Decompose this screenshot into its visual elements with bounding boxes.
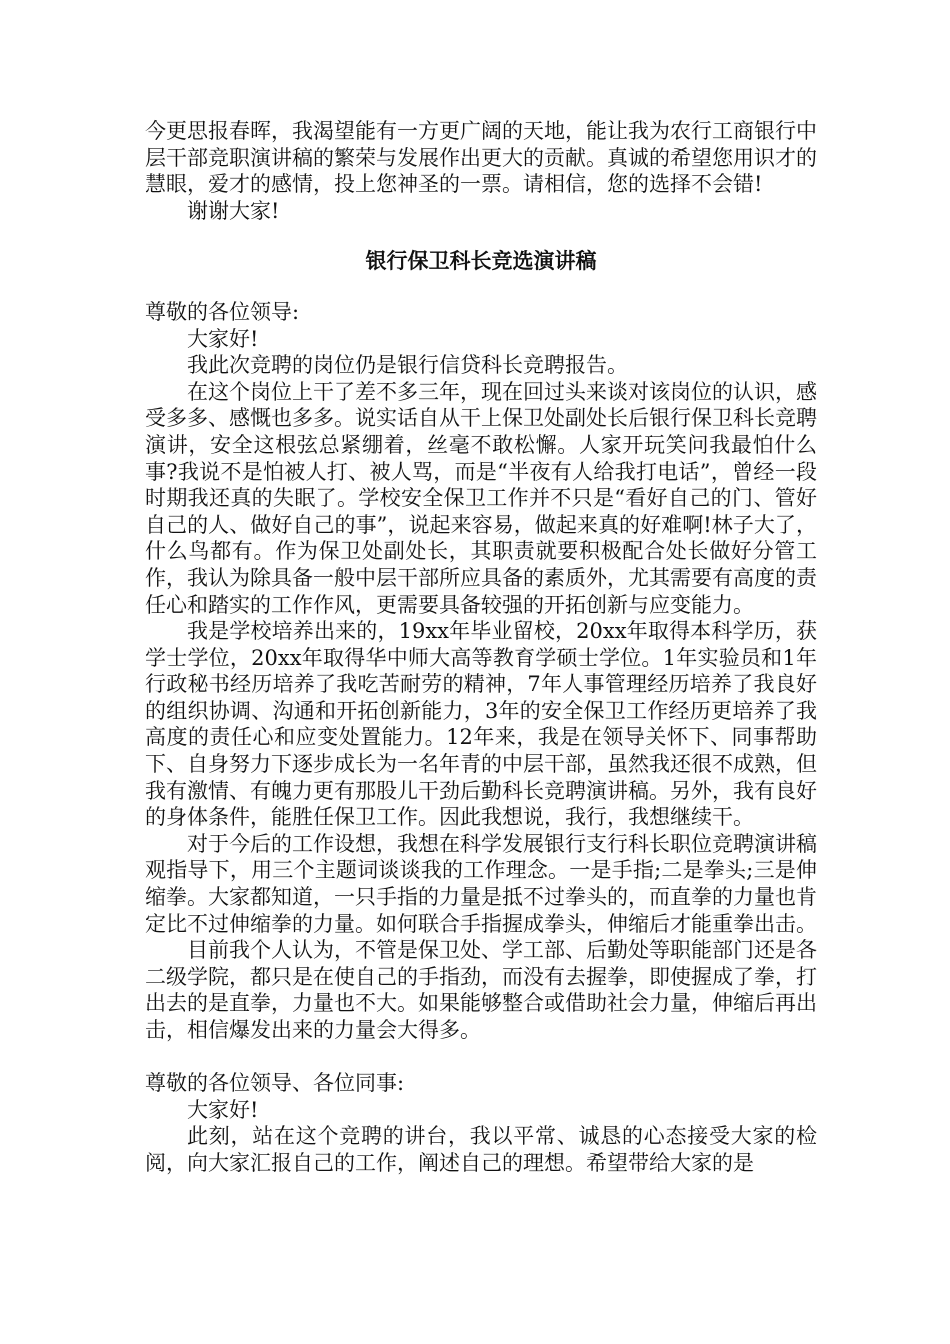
body-paragraph: 在这个岗位上干了差不多三年，现在回过头来谈对该岗位的认识，感受多多、感慨也多多。说实话自从干上保卫处副处长后银行保卫科长竞聘演讲，安全这根弦总紧绷着，丝毫不敢松懈。人家开玩笑问我最怕什么事?我说不是怕被人打、被人骂，而是“半夜有人给我打电话”，曾经一段时期我还真的失眠了。学校安全保卫工作并不只是“看好自己的门、管好自己的人、做好自己的事”，说起来容易，做起来真的好难啊!林子大了，什么鸟都有。作为保卫处副处长，其职责就要积极配合处长做好分管工作，我认为除具备一般中层干部所应具备的素质外，尤其需要有高度的责任心和踏实的工作作风，更需要具备较强的开拓创新与应变能力。 (145, 379, 817, 617)
document-page (145, 118, 817, 1177)
paragraph-gap (145, 1044, 817, 1071)
greeting: 大家好! (187, 326, 259, 351)
body-paragraph: 对于今后的工作设想，我想在科学发展银行支行科长职位竞聘演讲稿观指导下，用三个主题词谈谈我的工作理念。一是手指;二是拳头;三是伸缩拳。大家都知道，一只手指的力量是抵不过拳头的，而直拳的力量也肯定比不过伸缩拳的力量。如何联合手指握成拳头，伸缩后才能重拳出击。 (145, 831, 817, 936)
salutation: 尊敬的各位领导、各位同事: (145, 1071, 405, 1096)
body-paragraph: 目前我个人认为，不管是保卫处、学工部、后勤处等职能部门还是各二级学院，都只是在使自己的手指劲，而没有去握拳，即使握成了拳，打出去的是直拳，力量也不大。如果能够整合或借助社会力量，伸缩后再出击，相信爆发出来的力量会大得多。 (145, 938, 817, 1042)
closing-paragraph: 今更思报春晖，我渴望能有一方更广阔的天地，能让我为农行工商银行中层干部竞职演讲稿的繁荣与发展作出更大的贡献。真诚的希望您用识才的慧眼，爱才的感情，投上您神圣的一票。请相信，您的选择不会错! (145, 119, 817, 197)
thanks-line: 谢谢大家! (187, 198, 280, 223)
body-paragraph: 此刻，站在这个竞聘的讲台，我以平常、诚恳的心态接受大家的检阅，向大家汇报自己的工作，阐述自己的理想。希望带给大家的是 (145, 1124, 817, 1175)
greeting: 大家好! (187, 1097, 259, 1122)
body-paragraph: 我此次竞聘的岗位仍是银行信贷科长竞聘报告。 (187, 353, 628, 378)
section-title: 银行保卫科长竞选演讲稿 (365, 249, 597, 274)
salutation: 尊敬的各位领导: (145, 299, 300, 324)
body-paragraph: 我是学校培养出来的，19xx年毕业留校，20xx年取得本科学历，获学士学位，20xx年取得华中师大高等教育学硕士学位。1年实验员和1年行政秘书经历培养了我吃苦耐劳的精神，7年人事管理经历培养了我良好的组织协调、沟通和开拓创新能力，3年的安全保卫工作经历更培养了我高度的责任心和应变处置能力。12年来，我是在领导关怀下、同事帮助下、自身努力下逐步成长为一名年青的中层干部，虽然我还很不成熟，但我有激情、有魄力更有那股儿干劲后勤科长竞聘演讲稿。另外，我有良好的身体条件，能胜任保卫工作。因此我想说，我行，我想继续干。 (145, 619, 817, 830)
